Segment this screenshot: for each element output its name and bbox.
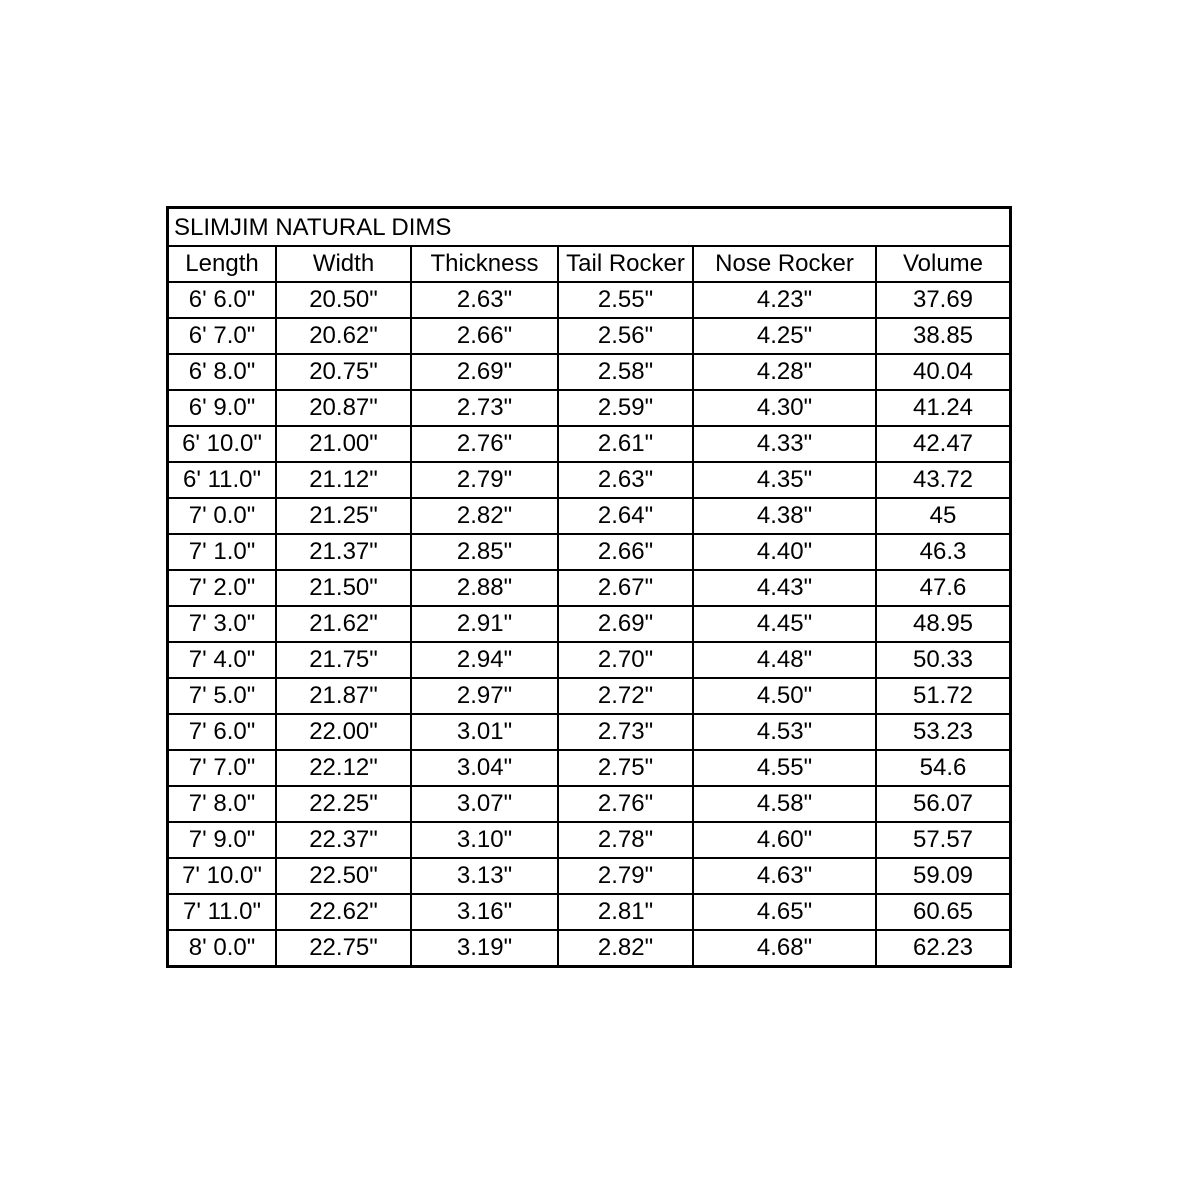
cell-nose-rocker: 4.35" <box>693 462 876 498</box>
cell-length: 7' 10.0" <box>169 858 276 894</box>
cell-nose-rocker: 4.33" <box>693 426 876 462</box>
cell-width: 20.87" <box>276 390 411 426</box>
cell-volume: 46.3 <box>876 534 1009 570</box>
cell-thickness: 3.07" <box>411 786 558 822</box>
table-row <box>169 858 1009 894</box>
cell-width: 20.50" <box>276 282 411 318</box>
cell-width: 21.50" <box>276 570 411 606</box>
cell-nose-rocker: 4.63" <box>693 858 876 894</box>
cell-volume: 54.6 <box>876 750 1009 786</box>
cell-length: 7' 0.0" <box>169 498 276 534</box>
table-row <box>169 534 1009 570</box>
cell-length: 7' 11.0" <box>169 894 276 930</box>
cell-width: 21.62" <box>276 606 411 642</box>
cell-volume: 62.23 <box>876 930 1009 965</box>
header-row <box>169 247 1009 282</box>
cell-tail-rocker: 2.63" <box>558 462 693 498</box>
cell-length: 7' 9.0" <box>169 822 276 858</box>
cell-nose-rocker: 4.50" <box>693 678 876 714</box>
cell-length: 7' 3.0" <box>169 606 276 642</box>
cell-tail-rocker: 2.70" <box>558 642 693 678</box>
cell-thickness: 2.63" <box>411 282 558 318</box>
cell-nose-rocker: 4.25" <box>693 318 876 354</box>
cell-length: 7' 8.0" <box>169 786 276 822</box>
cell-volume: 42.47 <box>876 426 1009 462</box>
table-row <box>169 894 1009 930</box>
cell-nose-rocker: 4.30" <box>693 390 876 426</box>
cell-thickness: 3.10" <box>411 822 558 858</box>
cell-thickness: 2.82" <box>411 498 558 534</box>
cell-nose-rocker: 4.68" <box>693 930 876 965</box>
cell-volume: 47.6 <box>876 570 1009 606</box>
table-row <box>169 678 1009 714</box>
cell-thickness: 2.97" <box>411 678 558 714</box>
cell-tail-rocker: 2.64" <box>558 498 693 534</box>
cell-volume: 51.72 <box>876 678 1009 714</box>
cell-length: 6' 6.0" <box>169 282 276 318</box>
table-row <box>169 318 1009 354</box>
cell-width: 21.00" <box>276 426 411 462</box>
cell-width: 21.25" <box>276 498 411 534</box>
cell-width: 21.12" <box>276 462 411 498</box>
table-row <box>169 822 1009 858</box>
cell-width: 22.75" <box>276 930 411 965</box>
table-row <box>169 282 1009 318</box>
cell-volume: 41.24 <box>876 390 1009 426</box>
cell-thickness: 2.85" <box>411 534 558 570</box>
cell-tail-rocker: 2.75" <box>558 750 693 786</box>
table-row <box>169 462 1009 498</box>
cell-tail-rocker: 2.78" <box>558 822 693 858</box>
cell-volume: 45 <box>876 498 1009 534</box>
table-title: SLIMJIM NATURAL DIMS <box>169 209 1009 247</box>
column-header-nose-rocker: Nose Rocker <box>693 247 876 282</box>
column-header-width: Width <box>276 247 411 282</box>
cell-width: 20.62" <box>276 318 411 354</box>
cell-volume: 37.69 <box>876 282 1009 318</box>
cell-volume: 56.07 <box>876 786 1009 822</box>
cell-nose-rocker: 4.55" <box>693 750 876 786</box>
cell-volume: 43.72 <box>876 462 1009 498</box>
table-row <box>169 642 1009 678</box>
table-row <box>169 606 1009 642</box>
cell-nose-rocker: 4.28" <box>693 354 876 390</box>
cell-thickness: 2.88" <box>411 570 558 606</box>
cell-tail-rocker: 2.56" <box>558 318 693 354</box>
cell-length: 8' 0.0" <box>169 930 276 965</box>
cell-nose-rocker: 4.53" <box>693 714 876 750</box>
cell-width: 22.25" <box>276 786 411 822</box>
table-body <box>169 282 1009 965</box>
cell-nose-rocker: 4.43" <box>693 570 876 606</box>
cell-nose-rocker: 4.60" <box>693 822 876 858</box>
cell-length: 7' 5.0" <box>169 678 276 714</box>
cell-nose-rocker: 4.65" <box>693 894 876 930</box>
column-header-thickness: Thickness <box>411 247 558 282</box>
table-row <box>169 930 1009 965</box>
cell-volume: 57.57 <box>876 822 1009 858</box>
table-row <box>169 498 1009 534</box>
cell-length: 6' 9.0" <box>169 390 276 426</box>
cell-thickness: 3.01" <box>411 714 558 750</box>
table-row <box>169 786 1009 822</box>
cell-tail-rocker: 2.58" <box>558 354 693 390</box>
cell-length: 7' 2.0" <box>169 570 276 606</box>
cell-nose-rocker: 4.38" <box>693 498 876 534</box>
cell-tail-rocker: 2.55" <box>558 282 693 318</box>
cell-nose-rocker: 4.40" <box>693 534 876 570</box>
cell-volume: 40.04 <box>876 354 1009 390</box>
dimensions-table <box>169 247 1009 965</box>
cell-tail-rocker: 2.73" <box>558 714 693 750</box>
cell-thickness: 3.19" <box>411 930 558 965</box>
table-row <box>169 354 1009 390</box>
cell-length: 6' 10.0" <box>169 426 276 462</box>
table-row <box>169 426 1009 462</box>
table-row <box>169 750 1009 786</box>
cell-nose-rocker: 4.23" <box>693 282 876 318</box>
cell-length: 7' 7.0" <box>169 750 276 786</box>
cell-tail-rocker: 2.69" <box>558 606 693 642</box>
cell-tail-rocker: 2.61" <box>558 426 693 462</box>
cell-width: 20.75" <box>276 354 411 390</box>
cell-width: 22.62" <box>276 894 411 930</box>
cell-thickness: 2.94" <box>411 642 558 678</box>
cell-tail-rocker: 2.79" <box>558 858 693 894</box>
cell-width: 22.00" <box>276 714 411 750</box>
cell-nose-rocker: 4.48" <box>693 642 876 678</box>
cell-tail-rocker: 2.67" <box>558 570 693 606</box>
cell-length: 7' 1.0" <box>169 534 276 570</box>
cell-volume: 38.85 <box>876 318 1009 354</box>
cell-tail-rocker: 2.82" <box>558 930 693 965</box>
column-header-volume: Volume <box>876 247 1009 282</box>
cell-volume: 50.33 <box>876 642 1009 678</box>
cell-tail-rocker: 2.81" <box>558 894 693 930</box>
cell-tail-rocker: 2.59" <box>558 390 693 426</box>
cell-width: 22.50" <box>276 858 411 894</box>
cell-width: 21.87" <box>276 678 411 714</box>
cell-thickness: 3.16" <box>411 894 558 930</box>
cell-thickness: 2.66" <box>411 318 558 354</box>
cell-length: 7' 4.0" <box>169 642 276 678</box>
cell-tail-rocker: 2.76" <box>558 786 693 822</box>
cell-volume: 59.09 <box>876 858 1009 894</box>
cell-width: 22.37" <box>276 822 411 858</box>
cell-tail-rocker: 2.72" <box>558 678 693 714</box>
table-row <box>169 390 1009 426</box>
cell-length: 7' 6.0" <box>169 714 276 750</box>
cell-thickness: 3.04" <box>411 750 558 786</box>
cell-thickness: 2.79" <box>411 462 558 498</box>
cell-width: 21.37" <box>276 534 411 570</box>
cell-length: 6' 11.0" <box>169 462 276 498</box>
cell-volume: 60.65 <box>876 894 1009 930</box>
cell-length: 6' 8.0" <box>169 354 276 390</box>
cell-thickness: 2.73" <box>411 390 558 426</box>
column-header-tail-rocker: Tail Rocker <box>558 247 693 282</box>
cell-length: 6' 7.0" <box>169 318 276 354</box>
cell-thickness: 2.91" <box>411 606 558 642</box>
dimensions-sheet <box>166 206 1012 968</box>
cell-volume: 48.95 <box>876 606 1009 642</box>
column-header-length: Length <box>169 247 276 282</box>
cell-width: 22.12" <box>276 750 411 786</box>
cell-nose-rocker: 4.45" <box>693 606 876 642</box>
cell-thickness: 2.76" <box>411 426 558 462</box>
cell-thickness: 2.69" <box>411 354 558 390</box>
cell-thickness: 3.13" <box>411 858 558 894</box>
cell-volume: 53.23 <box>876 714 1009 750</box>
cell-tail-rocker: 2.66" <box>558 534 693 570</box>
table-row <box>169 570 1009 606</box>
table-row <box>169 714 1009 750</box>
cell-nose-rocker: 4.58" <box>693 786 876 822</box>
cell-width: 21.75" <box>276 642 411 678</box>
